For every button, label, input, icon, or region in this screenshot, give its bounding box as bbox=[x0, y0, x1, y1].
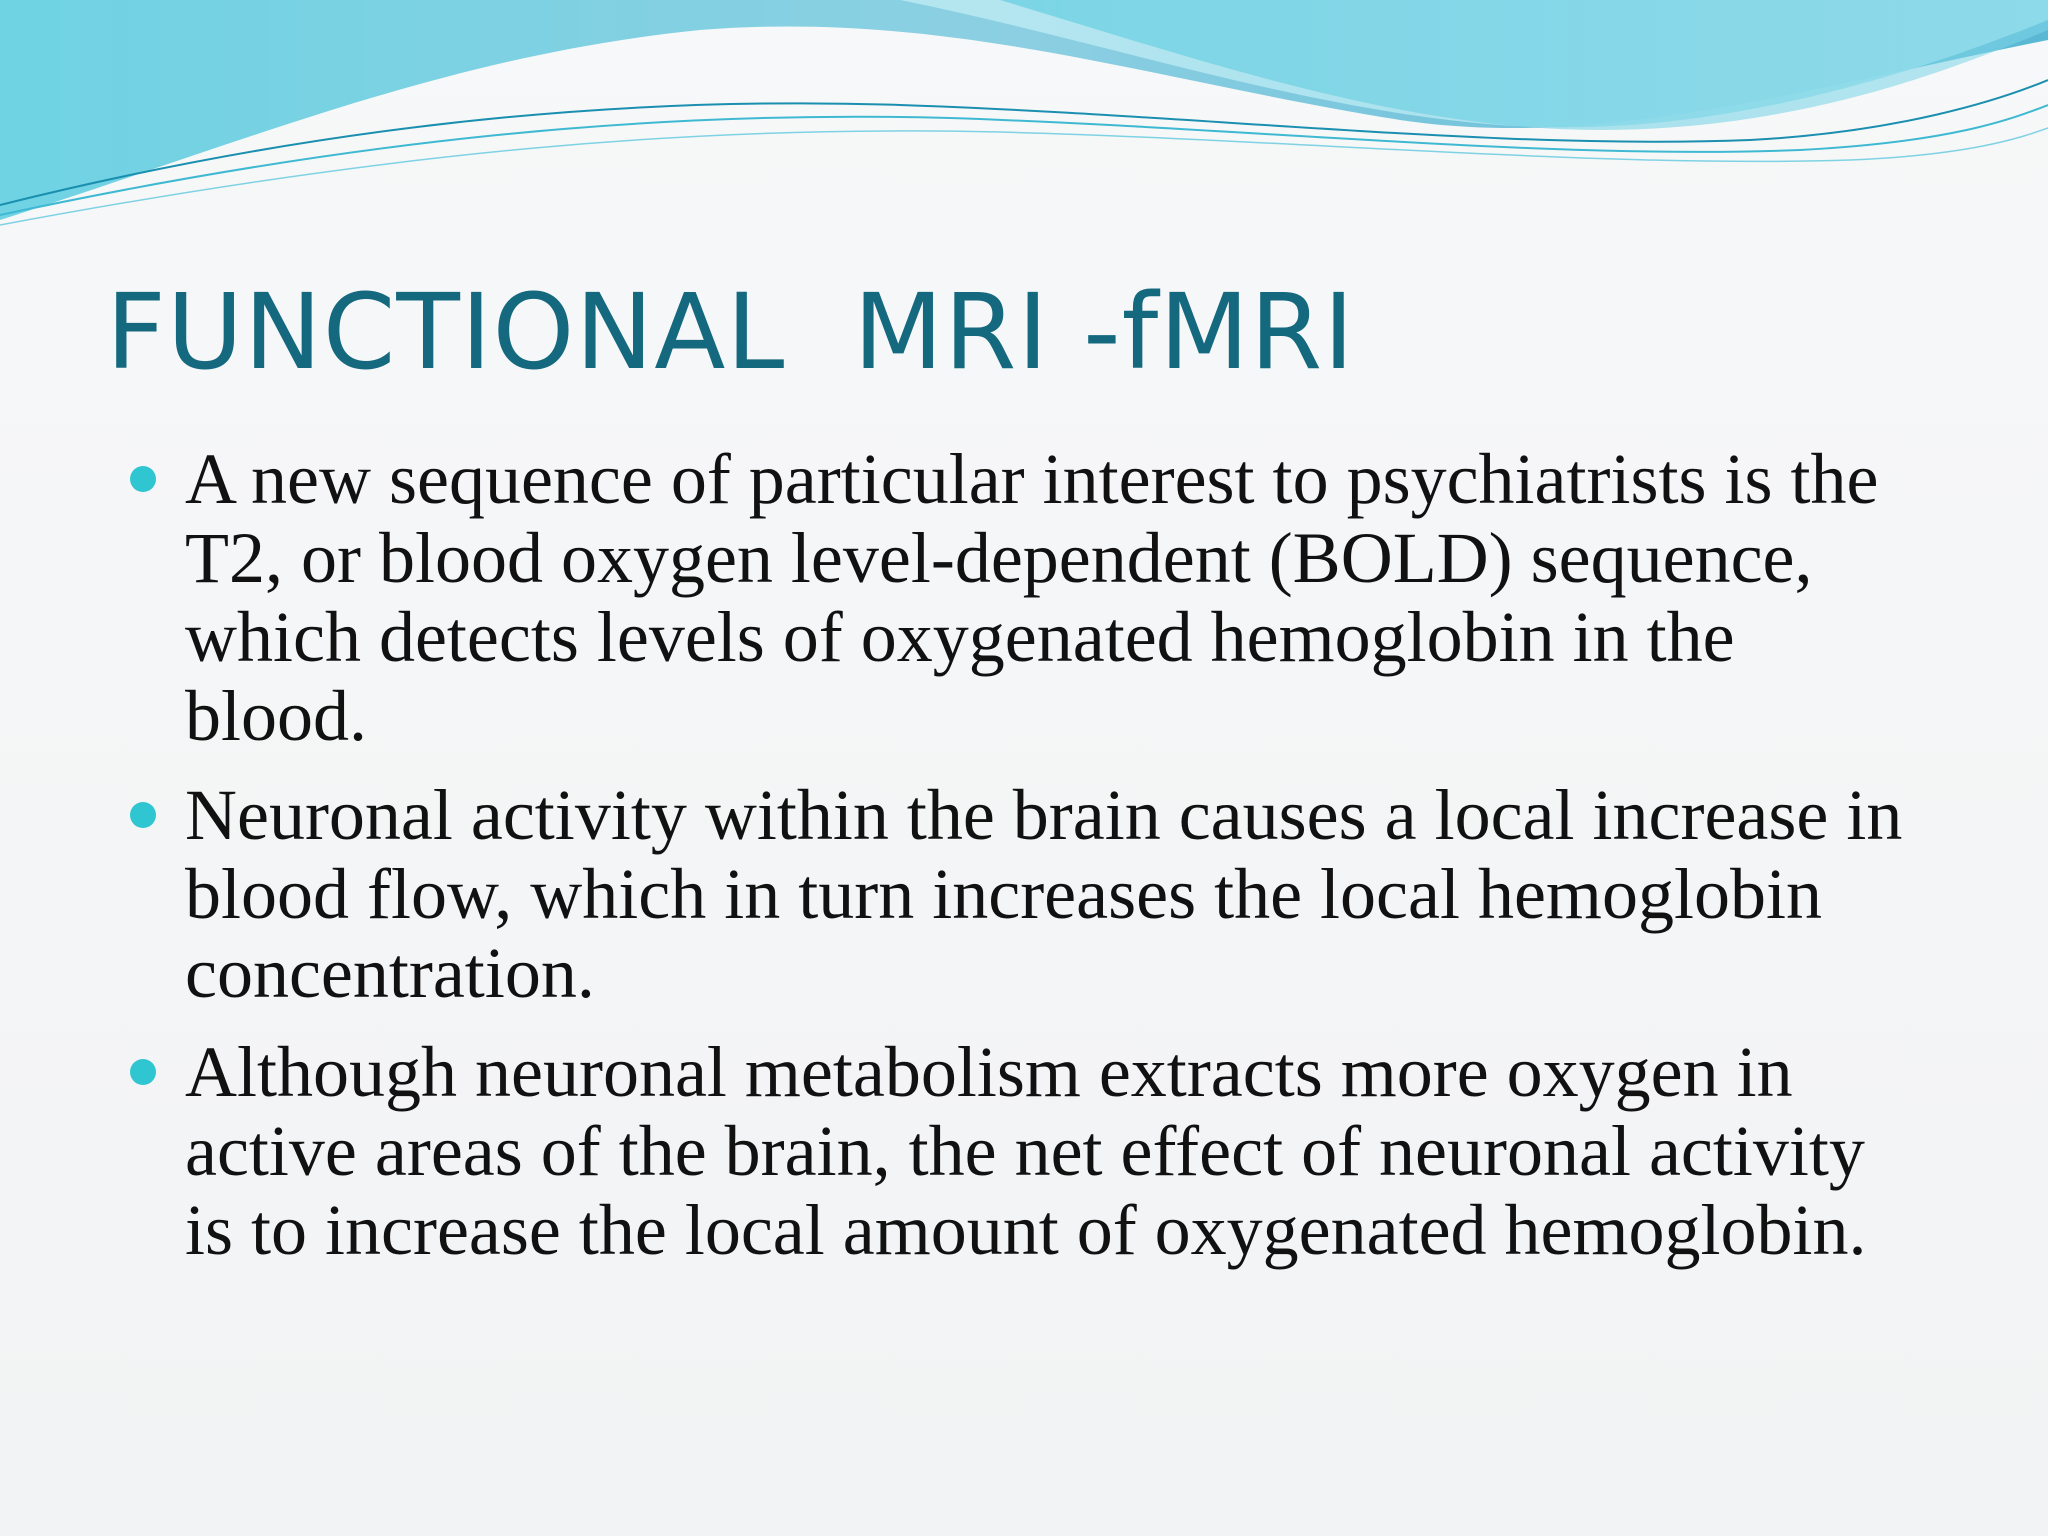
bullet-item bbox=[130, 776, 1930, 1013]
bullet-text: Neuronal activity within the brain causes a local increase in blood flow, which in turn increases the local hemoglobin concentration. bbox=[185, 775, 1903, 1013]
slide-title: FUNCTIONAL MRI -fMRI bbox=[106, 271, 1355, 393]
bullet-dot-icon bbox=[130, 466, 156, 492]
bullet-dot-icon bbox=[130, 802, 156, 828]
bullet-list bbox=[130, 440, 1930, 1290]
bullet-item bbox=[130, 1033, 1930, 1270]
wave-line-2 bbox=[0, 105, 2048, 215]
bullet-item bbox=[130, 440, 1930, 756]
header-wave-decoration bbox=[0, 0, 2048, 240]
bullet-dot-icon bbox=[130, 1059, 156, 1085]
bullet-text: Although neuronal metabolism extracts more oxygen in active areas of the brain, the net effect of neuronal activity is to increase the local amount of oxygenated hemoglobin. bbox=[185, 1032, 1867, 1270]
bullet-text: A new sequence of particular interest to psychiatrists is the T2, or blood oxygen level-dependent (BOLD) sequence, which detects levels of oxygenated hemoglobin in the blood. bbox=[185, 439, 1879, 756]
